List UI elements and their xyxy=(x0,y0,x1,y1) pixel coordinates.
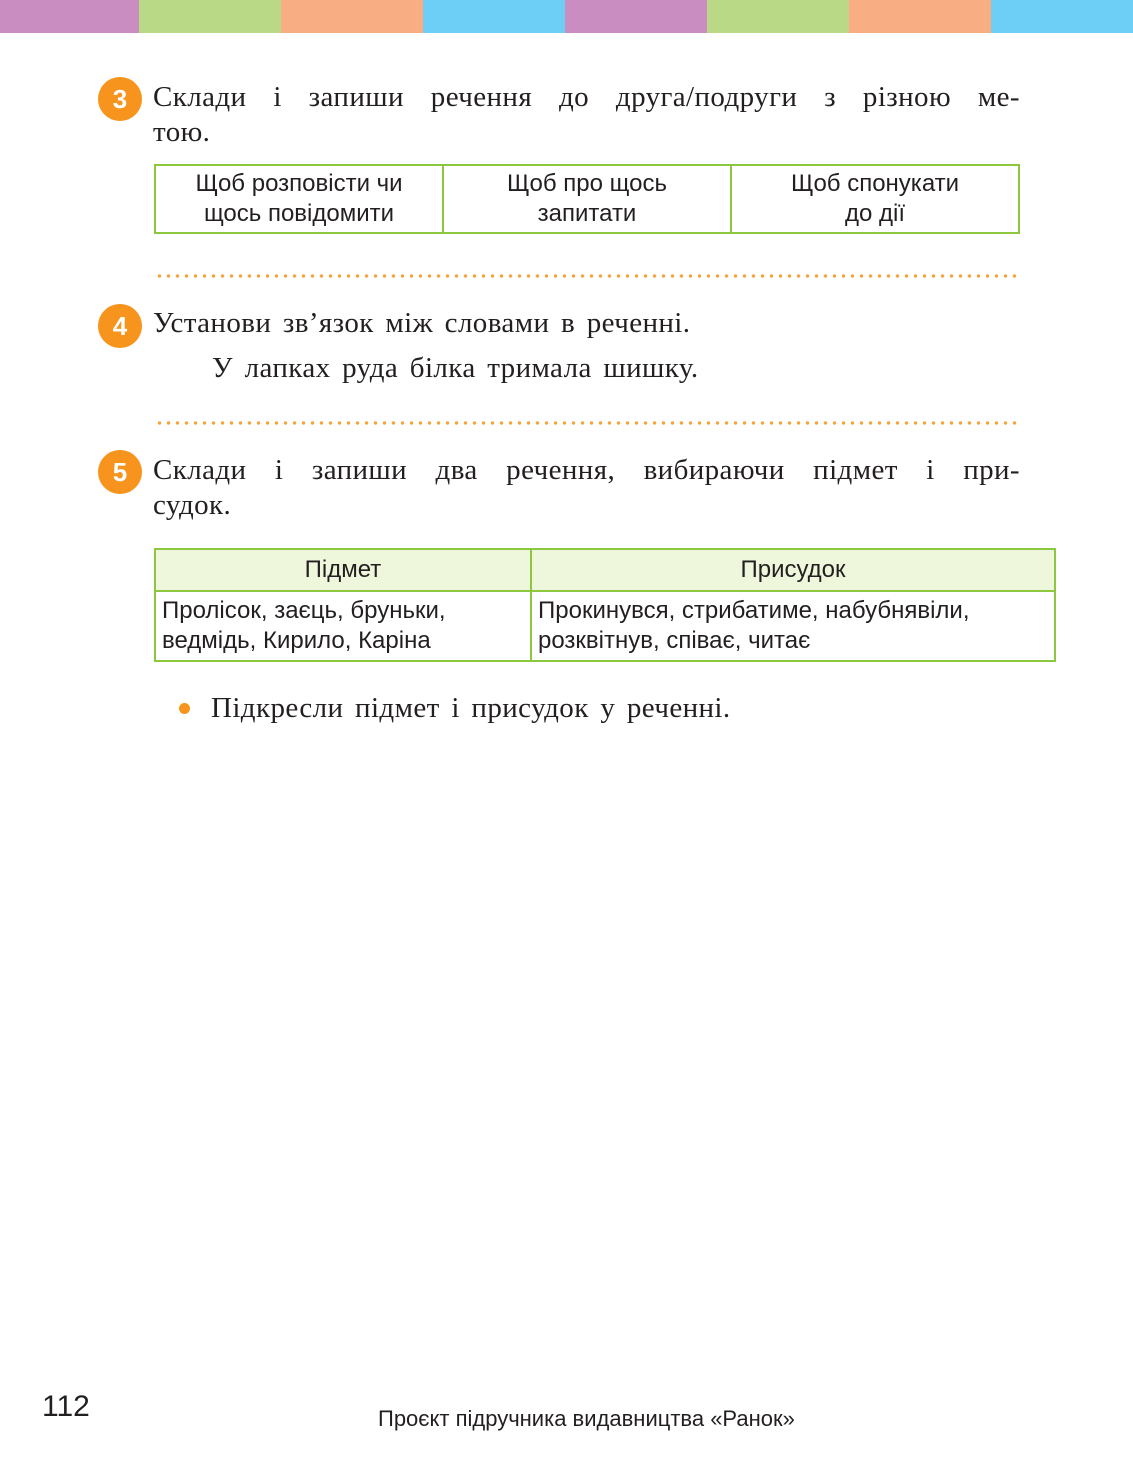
cell-text: ведмідь, Кирило, Каріна xyxy=(162,627,431,654)
stripe-segment xyxy=(0,0,139,33)
stripe-segment xyxy=(849,0,991,33)
stripe-segment xyxy=(565,0,707,33)
cell-text: розквітнув, співає, читає xyxy=(538,627,811,654)
stripe-segment xyxy=(423,0,565,33)
cell-text: Щоб про щось xyxy=(507,170,667,197)
cell-text: Щоб спонукати xyxy=(790,170,960,197)
footer-note: Проєкт підручника видавництва «Ранок» xyxy=(378,1406,795,1431)
task-number-badge: 3 xyxy=(98,77,142,121)
task3-instruction xyxy=(153,80,1020,150)
task3-instruction-line: тою. xyxy=(153,116,211,148)
color-stripe-bar xyxy=(0,0,1133,33)
stripe-segment xyxy=(281,0,423,33)
task5-instruction-line: судок. xyxy=(153,489,232,521)
task5-instruction-line: Склади і запиши два речення, вибираючи підмет і при- xyxy=(153,454,1020,486)
task4-instruction: Установи зв’язок між словами в реченні. xyxy=(153,307,691,339)
cell-text: Щоб розповісти чи xyxy=(195,170,403,197)
purpose-cell xyxy=(731,165,1019,233)
subjects-cell xyxy=(155,591,531,661)
dotted-answer-line xyxy=(155,274,1020,278)
bullet-icon xyxy=(179,703,190,714)
purpose-cell xyxy=(443,165,731,233)
subject-predicate-table xyxy=(154,548,1056,662)
predicates-cell xyxy=(531,591,1055,661)
purpose-table xyxy=(154,164,1020,234)
task5-instruction xyxy=(153,453,1020,523)
purpose-cell xyxy=(155,165,443,233)
example-sentence: У лапках руда білка тримала шишку. xyxy=(212,352,699,384)
bullet-instruction: Підкресли підмет і присудок у реченні. xyxy=(211,692,731,724)
subject-header: Підмет xyxy=(155,549,531,591)
cell-text: запитати xyxy=(537,200,637,227)
predicate-header: Присудок xyxy=(531,549,1055,591)
task-number-badge: 5 xyxy=(98,450,142,494)
task3-instruction-line: Склади і запиши речення до друга/подруги з різною ме- xyxy=(153,81,1020,113)
cell-text: Прокинувся, стрибатиме, набубнявіли, xyxy=(538,597,970,624)
task-number-badge: 4 xyxy=(98,304,142,348)
page-number: 112 xyxy=(42,1390,90,1423)
stripe-segment xyxy=(991,0,1133,33)
cell-text: Пролісок, заєць, бруньки, xyxy=(162,597,446,624)
cell-text: до дії xyxy=(844,200,906,227)
dotted-answer-line xyxy=(155,421,1020,425)
cell-text: щось повідомити xyxy=(203,200,395,227)
stripe-segment xyxy=(707,0,849,33)
stripe-segment xyxy=(139,0,281,33)
